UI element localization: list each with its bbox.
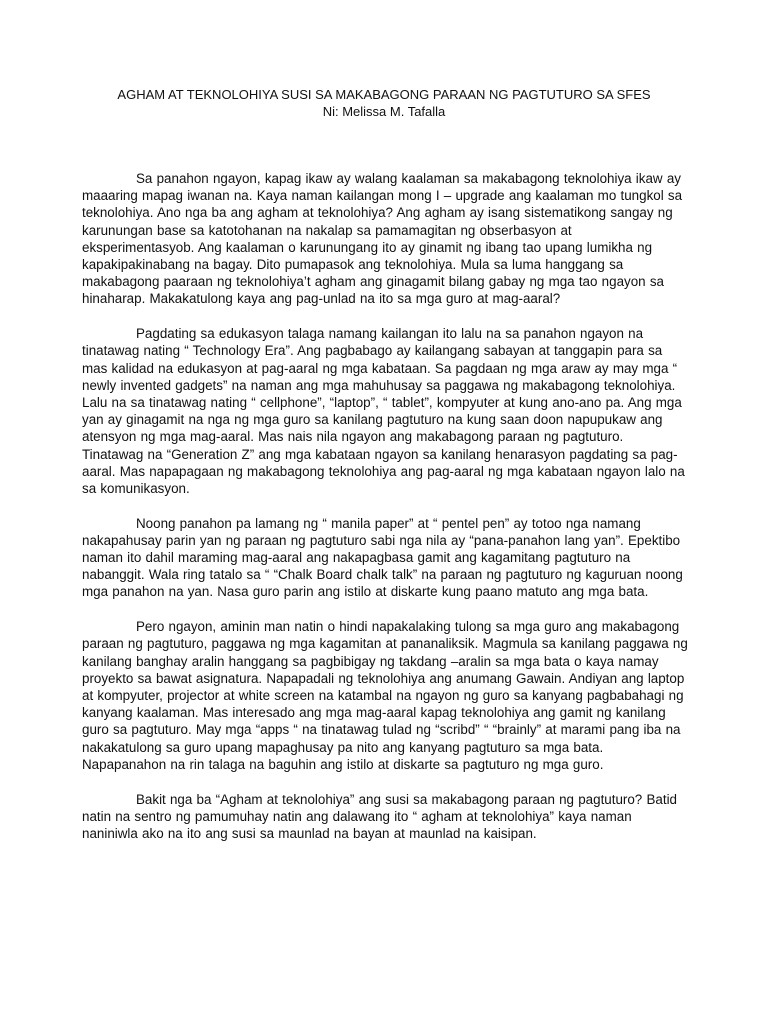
paragraph-4: Pero ngayon, aminin man natin o hindi napakalaking tulong sa mga guro ang makabagong paraan ng pagtuturo, paggawa ng mga kagamitan at pananaliksik. Magmula sa kanilang paggawa ng kanilang banghay aralin hanggang sa pagbibigay ng takdang –aralin sa mga bata o kaya namay proyekto sa bawat asignatura. Napapadali ng teknolohiya ang anumang Gawain. Andiyan ang laptop at kompyuter, projector at white screen na katambal na ngayon ng guro sa kanyang pagbabahagi ng kanyang kaalaman. Mas interesado ang mga mag-aaral kapag teknolohiya ang gamit ng kanilang guro sa pagtuturo. May mga “apps “ na tinatawag tulad ng “scribd” “ “brainly” at marami pang iba na nakakatulong sa guro upang mapaghusay pa nito ang kanyang pagtuturo sa mga bata. Napapanahon na rin talaga na baguhin ang istilo at diskarte sa pagtuturo ng mga guro. bbox=[82, 619, 688, 772]
document-body bbox=[82, 170, 688, 860]
paragraph-5: Bakit nga ba “Agham at teknolohiya” ang susi sa makabagong paraan ng pagtuturo? Batid natin na sentro ng pamumuhay natin ang dalawang ito “ agham at teknolohiya” kaya naman naniniwla ako na ito ang susi sa maunlad na bayan at maunlad na kaisipan. bbox=[82, 791, 677, 841]
paragraph-2: Pagdating sa edukasyon talaga namang kailangan ito lalu na sa panahon ngayon na tinatawag nating “ Technology Era”. Ang pagbabago ay kailangang sabayan at tanggapin para sa mas kalidad na edukasyon at pag-aaral ng mga kabataan. Sa pagdaan ng mga araw ay may mga “ newly invented gadgets” na naman ang mga mahuhusay sa paggawa ng makabagong teknolohiya. Lalu na sa tinatawag nating “ cellphone”, “laptop”, “ tablet”, kompyuter at kung ano-ano pa. Ang mga yan ay ginagamit na nga ng mga guro sa kanilang pagtuturo na kung saan doon napupukaw ang atensyon ng mga mag-aaral. Mas nais nila ngayon ang makabagong paraan ng pagtuturo. Tinatawag na “Generation Z” ang mga kabataan ngayon sa kanilang henarasyon pagdating sa pag-aaral. Mas napapagaan ng makabagong teknolohiya ang pag-aaral ng mga kabataan ngayon lalo na sa komunikasyon. bbox=[82, 326, 685, 496]
document-author: Ni: Melissa M. Tafalla bbox=[322, 104, 446, 119]
paragraph-3: Noong panahon pa lamang ng “ manila paper” at “ pentel pen” ay totoo nga namang nakapahusay parin yan ng paraan ng pagtuturo sabi nga nila ay “pana-panahon lang yan”. Epektibo naman ito dahil maraming mag-aaral ang nakapagbasa gamit ang kagamitang pagtuturo na nabanggit. Wala ring tatalo sa “ “Chalk Board chalk talk” na paraan ng pagtuturo ng kaguruan noong mga panahon na yan. Nasa guro parin ang istilo at diskarte kung paano matuto ang mga bata. bbox=[82, 515, 683, 600]
paragraph-1: Sa panahon ngayon, kapag ikaw ay walang kaalaman sa makabagong teknolohiya ikaw ay maaaring mapag iwanan na. Kaya naman kailangan mong I – upgrade ang kaalaman mo tungkol sa teknolohiya. Ano nga ba ang agham at teknolohiya? Ang agham ay isang sistematikong sangay ng karunungan base sa katotohanan na nakalap sa pamamagitan ng obserbasyon at eksperimentasyob. Ang kaalaman o karunungang ito ay ginamit ng ibang tao upang lumikha ng kapakipakinabang na bagay. Dito pumapasok ang teknolohiya. Mula sa luma hanggang sa makabagong paaraan ng teknolohiya’t agham ang ginagamit bilang gabay ng mga tao ngayon sa hinaharap. Makakatulong kaya ang pag-unlad na ito sa mga guro at mag-aaral? bbox=[82, 171, 683, 307]
title-block bbox=[80, 86, 688, 120]
document-title: AGHAM AT TEKNOLOHIYA SUSI SA MAKABAGONG PARAAN NG PAGTUTURO SA SFES bbox=[117, 87, 651, 102]
